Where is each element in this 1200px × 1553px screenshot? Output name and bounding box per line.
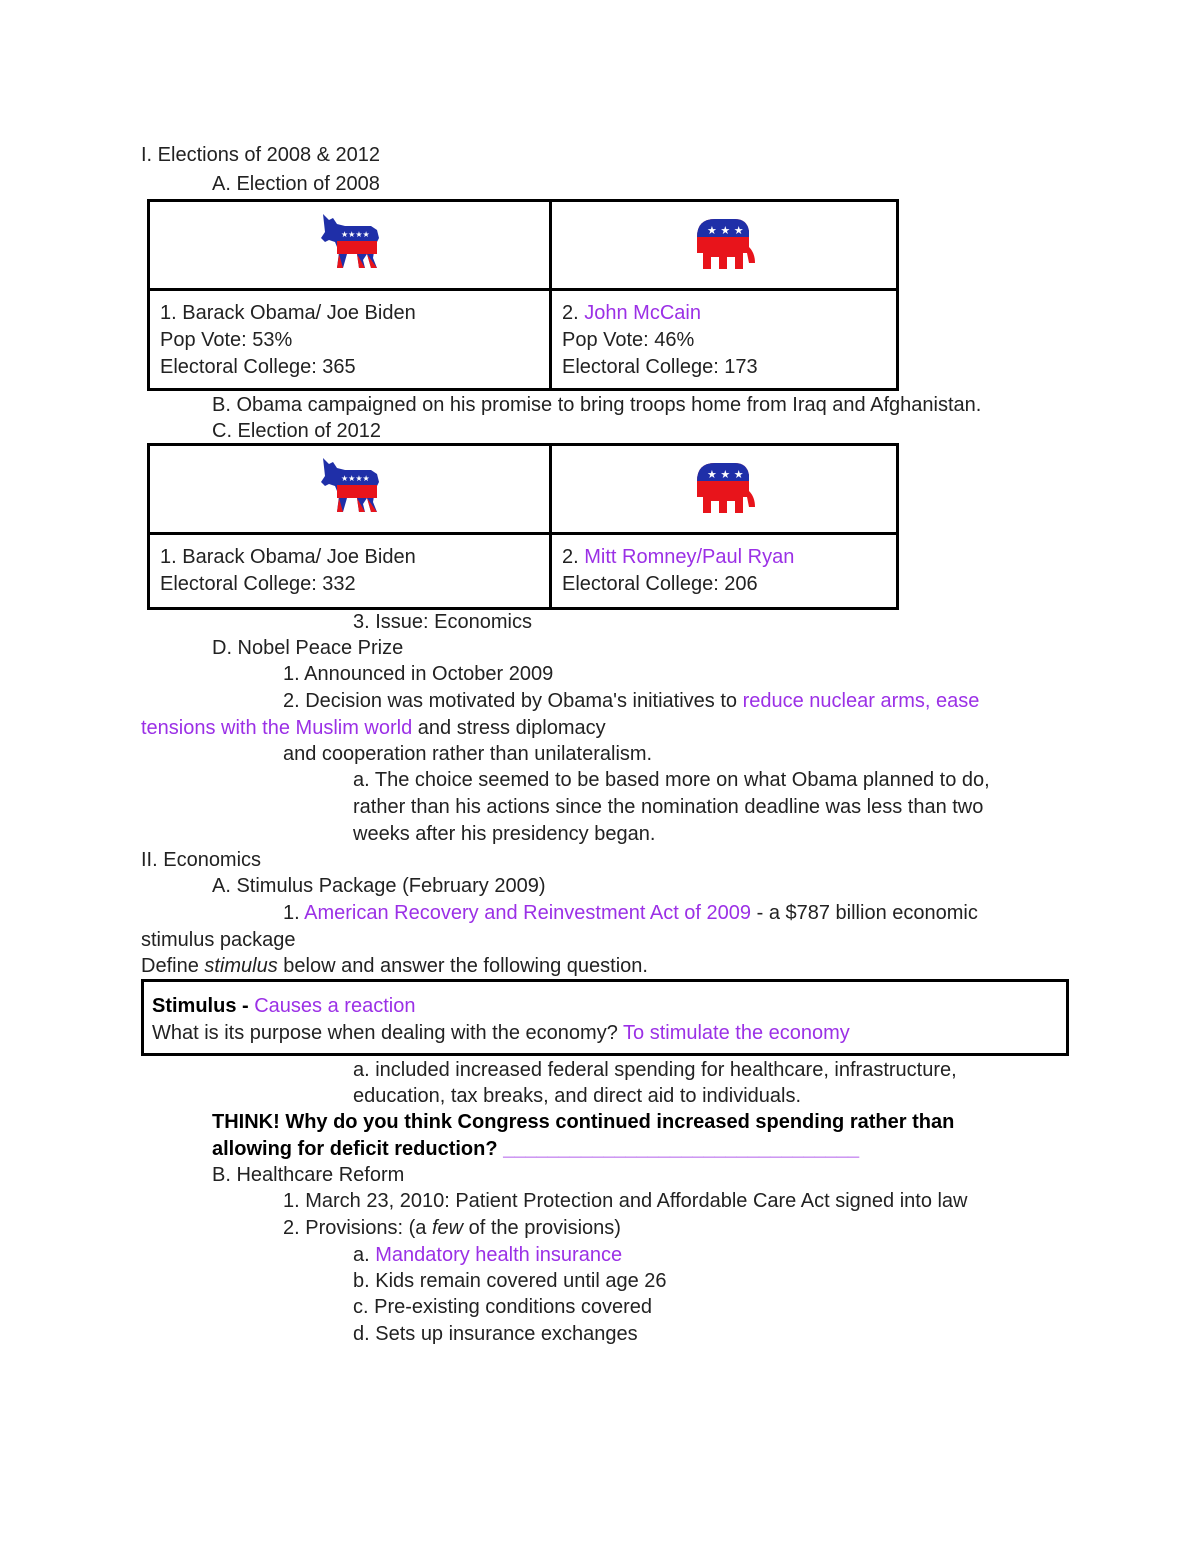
section-heading-economics: II. Economics <box>141 849 262 871</box>
subheading-healthcare: B. Healthcare Reform <box>212 1164 405 1186</box>
nobel-choice-line2: rather than his actions since the nomination deadline was less than two <box>353 796 984 818</box>
republican-elephant-icon <box>691 457 757 515</box>
rep-candidate-name: John McCain <box>584 302 701 324</box>
dem-logo-cell <box>149 445 551 534</box>
dem-electoral-college: Electoral College: 365 <box>160 356 356 378</box>
subheading-nobel-prize: D. Nobel Peace Prize <box>212 637 404 659</box>
provision-d: d. Sets up insurance exchanges <box>353 1323 638 1345</box>
svg-text:★ ★ ★: ★ ★ ★ <box>707 468 744 481</box>
democratic-donkey-icon <box>319 456 381 516</box>
recovery-act-highlight: American Recovery and Reinvestment Act of 2009 <box>304 902 752 924</box>
rep-logo-cell <box>551 445 898 534</box>
stimulus-answer: To stimulate the economy <box>623 1022 850 1044</box>
dem-candidate-name: 1. Barack Obama/ Joe Biden <box>160 302 416 324</box>
answer-blank[interactable]: ________________________________ <box>503 1138 860 1160</box>
think-question-line1: THINK! Why do you think Congress continued increased spending rather than <box>212 1111 955 1133</box>
nobel-initiatives-highlight: reduce nuclear arms, ease <box>742 690 980 712</box>
define-instruction: Define stimulus below and answer the following question. <box>141 955 648 977</box>
issue-economics: 3. Issue: Economics <box>353 611 532 633</box>
nobel-choice-line1: a. The choice seemed to be based more on what Obama planned to do, <box>353 769 990 791</box>
romney-2012-cell <box>551 534 898 609</box>
stimulus-included-line2: education, tax breaks, and direct aid to individuals. <box>353 1085 802 1107</box>
provision-a: a. Mandatory health insurance <box>353 1244 623 1266</box>
obama-2008-cell <box>149 290 551 390</box>
nobel-decision-line3: and cooperation rather than unilateralism. <box>283 743 653 765</box>
subheading-election-2012: C. Election of 2012 <box>212 420 381 442</box>
rep-logo-cell <box>551 201 898 290</box>
svg-text:★★★★: ★★★★ <box>340 230 370 239</box>
dem-pop-vote: Pop Vote: 53% <box>160 329 293 351</box>
dem-logo-cell <box>149 201 551 290</box>
recovery-act-line2: stimulus package <box>141 929 296 951</box>
rep-candidate-number: 2. <box>562 302 585 324</box>
provision-b: b. Kids remain covered until age 26 <box>353 1270 667 1292</box>
subheading-election-2008: A. Election of 2008 <box>212 173 380 195</box>
stimulus-definition-box: Stimulus - Causes a reaction What is its purpose when dealing with the economy? To stimulate the economy <box>141 979 1069 1056</box>
democratic-donkey-icon <box>319 212 381 272</box>
stimulus-definition: Causes a reaction <box>254 995 416 1017</box>
republican-elephant-icon <box>691 213 757 271</box>
aca-signed: 1. March 23, 2010: Patient Protection and Affordable Care Act signed into law <box>283 1190 968 1212</box>
svg-text:★ ★ ★: ★ ★ ★ <box>707 224 744 237</box>
dem-candidate-name: 1. Barack Obama/ Joe Biden <box>160 546 416 568</box>
rep-electoral-college: Electoral College: 206 <box>562 573 758 595</box>
election-2012-table <box>147 443 899 610</box>
rep-electoral-college: Electoral College: 173 <box>562 356 758 378</box>
stimulus-question: What is its purpose when dealing with the economy? <box>152 1022 624 1044</box>
provisions-heading: 2. Provisions: (a few of the provisions) <box>283 1217 621 1239</box>
obama-campaign-note: B. Obama campaigned on his promise to bring troops home from Iraq and Afghanistan. <box>212 394 982 416</box>
stimulus-term: Stimulus <box>152 995 237 1017</box>
rep-pop-vote: Pop Vote: 46% <box>562 329 695 351</box>
dem-electoral-college: Electoral College: 332 <box>160 573 356 595</box>
subheading-stimulus: A. Stimulus Package (February 2009) <box>212 875 546 897</box>
rep-candidate-name: Mitt Romney/Paul Ryan <box>584 546 795 568</box>
rep-candidate-number: 2. <box>562 546 585 568</box>
mccain-2008-cell <box>551 290 898 390</box>
obama-2012-cell <box>149 534 551 609</box>
stimulus-included-line1: a. included increased federal spending for healthcare, infrastructure, <box>353 1059 957 1081</box>
nobel-decision-line1: 2. Decision was motivated by Obama's initiatives to reduce nuclear arms, ease <box>283 690 980 712</box>
nobel-announced: 1. Announced in October 2009 <box>283 663 554 685</box>
recovery-act-line1: 1. American Recovery and Reinvestment Act of 2009 - a $787 billion economic <box>283 902 978 924</box>
provision-c: c. Pre-existing conditions covered <box>353 1296 653 1318</box>
nobel-decision-line2: tensions with the Muslim world and stress diplomacy <box>141 717 606 739</box>
svg-text:★★★★: ★★★★ <box>340 474 370 483</box>
nobel-choice-line3: weeks after his presidency began. <box>353 823 656 845</box>
muslim-world-highlight: tensions with the Muslim world <box>141 717 413 739</box>
think-question-line2: allowing for deficit reduction? ________________________________ <box>212 1138 860 1160</box>
mandatory-insurance-highlight: Mandatory health insurance <box>375 1244 623 1266</box>
election-2008-table <box>147 199 899 391</box>
section-heading-elections: I. Elections of 2008 & 2012 <box>141 144 381 166</box>
